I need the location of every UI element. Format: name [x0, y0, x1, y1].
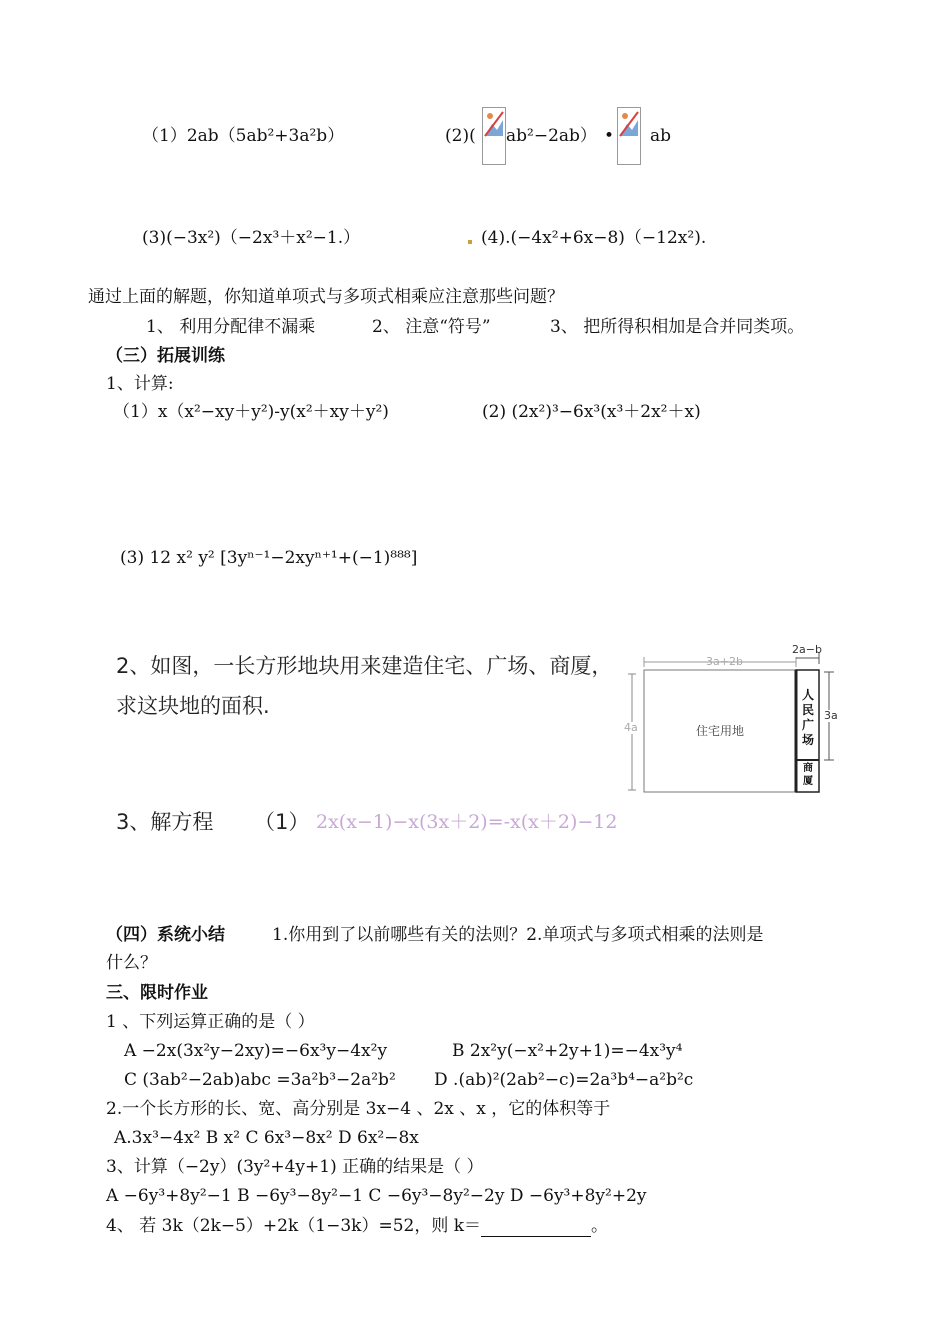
- hw-q1-option-c: C (3ab²−2ab)abc =3a²b³−2a²b²: [124, 1070, 396, 1090]
- problem-3: (3)(−3x²)（−2x³＋x²−1.）: [142, 228, 361, 248]
- exercise-3: (3) 12 x² y² [3yⁿ⁻¹−2xyⁿ⁺¹+(−1)⁸⁸⁸]: [120, 548, 418, 568]
- hw-q4-text: 4、 若 3k（2k−5）+2k（1−3k）=52，则 k＝: [106, 1216, 482, 1236]
- residential-label: 住宅用地: [696, 724, 745, 738]
- land-plot-figure: [624, 643, 838, 796]
- area-question-line2: 求这块地的面积.: [116, 694, 270, 718]
- dim-top: 3a+2b: [706, 655, 743, 668]
- dim-right: 3a: [824, 709, 838, 722]
- hw-q1: 1 、下列运算正确的是（ ）: [106, 1012, 315, 1032]
- hw-q1-option-a: A −2x(3x²y−2xy)=−6x³y−4x²y: [124, 1041, 388, 1061]
- hw-q3: 3、计算（−2y）(3y²+4y+1) 正确的结果是（ ）: [106, 1157, 484, 1177]
- problem-4: (4).(−4x²+6x−8)（−12x²).: [481, 228, 707, 248]
- summary-heading: （四）系统小结: [106, 925, 225, 945]
- problem-2-end: ab: [650, 126, 672, 146]
- area-question-line1: 2、如图，一长方形地块用来建造住宅、广场、商厦，: [116, 654, 613, 678]
- broken-image-icon: [617, 107, 641, 165]
- hw-q4-end: 。: [591, 1216, 609, 1236]
- tip-2: 2、 注意“符号”: [372, 317, 491, 337]
- answer-blank[interactable]: [481, 1218, 591, 1237]
- plaza-label: 人民广场: [801, 688, 814, 747]
- hw-q2-options: A.3x³−4x² B x² C 6x³−8x² D 6x²−8x: [114, 1128, 419, 1148]
- hw-q1-option-d: D .(ab)²(2ab²−c)=2a³b⁴−a²b²c: [434, 1070, 694, 1090]
- problem-2-open: (2)(: [445, 126, 476, 146]
- tip-3: 3、 把所得积相加是合并同类项。: [550, 317, 805, 337]
- mark-dot: [468, 240, 472, 244]
- equation-number: （1）: [254, 810, 310, 834]
- dim-left: 4a: [624, 721, 638, 734]
- question-text: 通过上面的解题，你知道单项式与多项式相乘应注意那些问题？: [88, 287, 564, 307]
- exercise-2: (2) (2x²)³−6x³(x³＋2x²＋x): [482, 402, 701, 422]
- homework-heading: 三、限时作业: [106, 983, 208, 1003]
- problem-2-mid: ab²−2ab）: [506, 126, 597, 146]
- hw-q4: [106, 1215, 608, 1237]
- summary-text-1: 1.你用到了以前哪些有关的法则？2.单项式与多项式相乘的法则是: [272, 925, 764, 945]
- equation-label: 3、解方程: [116, 810, 214, 834]
- problem-2-dot: •: [604, 126, 615, 146]
- equation-text: 2x(x−1)−x(3x＋2)=-x(x＋2)−12: [316, 811, 618, 833]
- hw-q3-options: A −6y³+8y²−1 B −6y³−8y²−1 C −6y³−8y²−2y D −6y³+8y²+2y: [106, 1186, 647, 1206]
- broken-image-icon: [482, 107, 506, 165]
- exercise-1: （1）x（x²−xy＋y²)-y(x²＋xy＋y²): [113, 402, 389, 422]
- tip-1: 1、 利用分配律不漏乘: [146, 317, 316, 337]
- mall-label: 商厦: [803, 763, 813, 787]
- problem-1: （1）2ab（5ab²+3a²b）: [142, 126, 345, 146]
- dim-right-top: 2a−b: [792, 643, 822, 656]
- extension-heading: （三）拓展训练: [106, 346, 225, 366]
- calc-label: 1、计算:: [106, 374, 174, 394]
- hw-q2: 2.一个长方形的长、宽、高分别是 3x−4 、2x 、x ，它的体积等于: [106, 1099, 611, 1119]
- hw-q1-option-b: B 2x²y(−x²+2y+1)=−4x³y⁴: [452, 1041, 683, 1061]
- summary-text-2: 什么？: [106, 953, 157, 973]
